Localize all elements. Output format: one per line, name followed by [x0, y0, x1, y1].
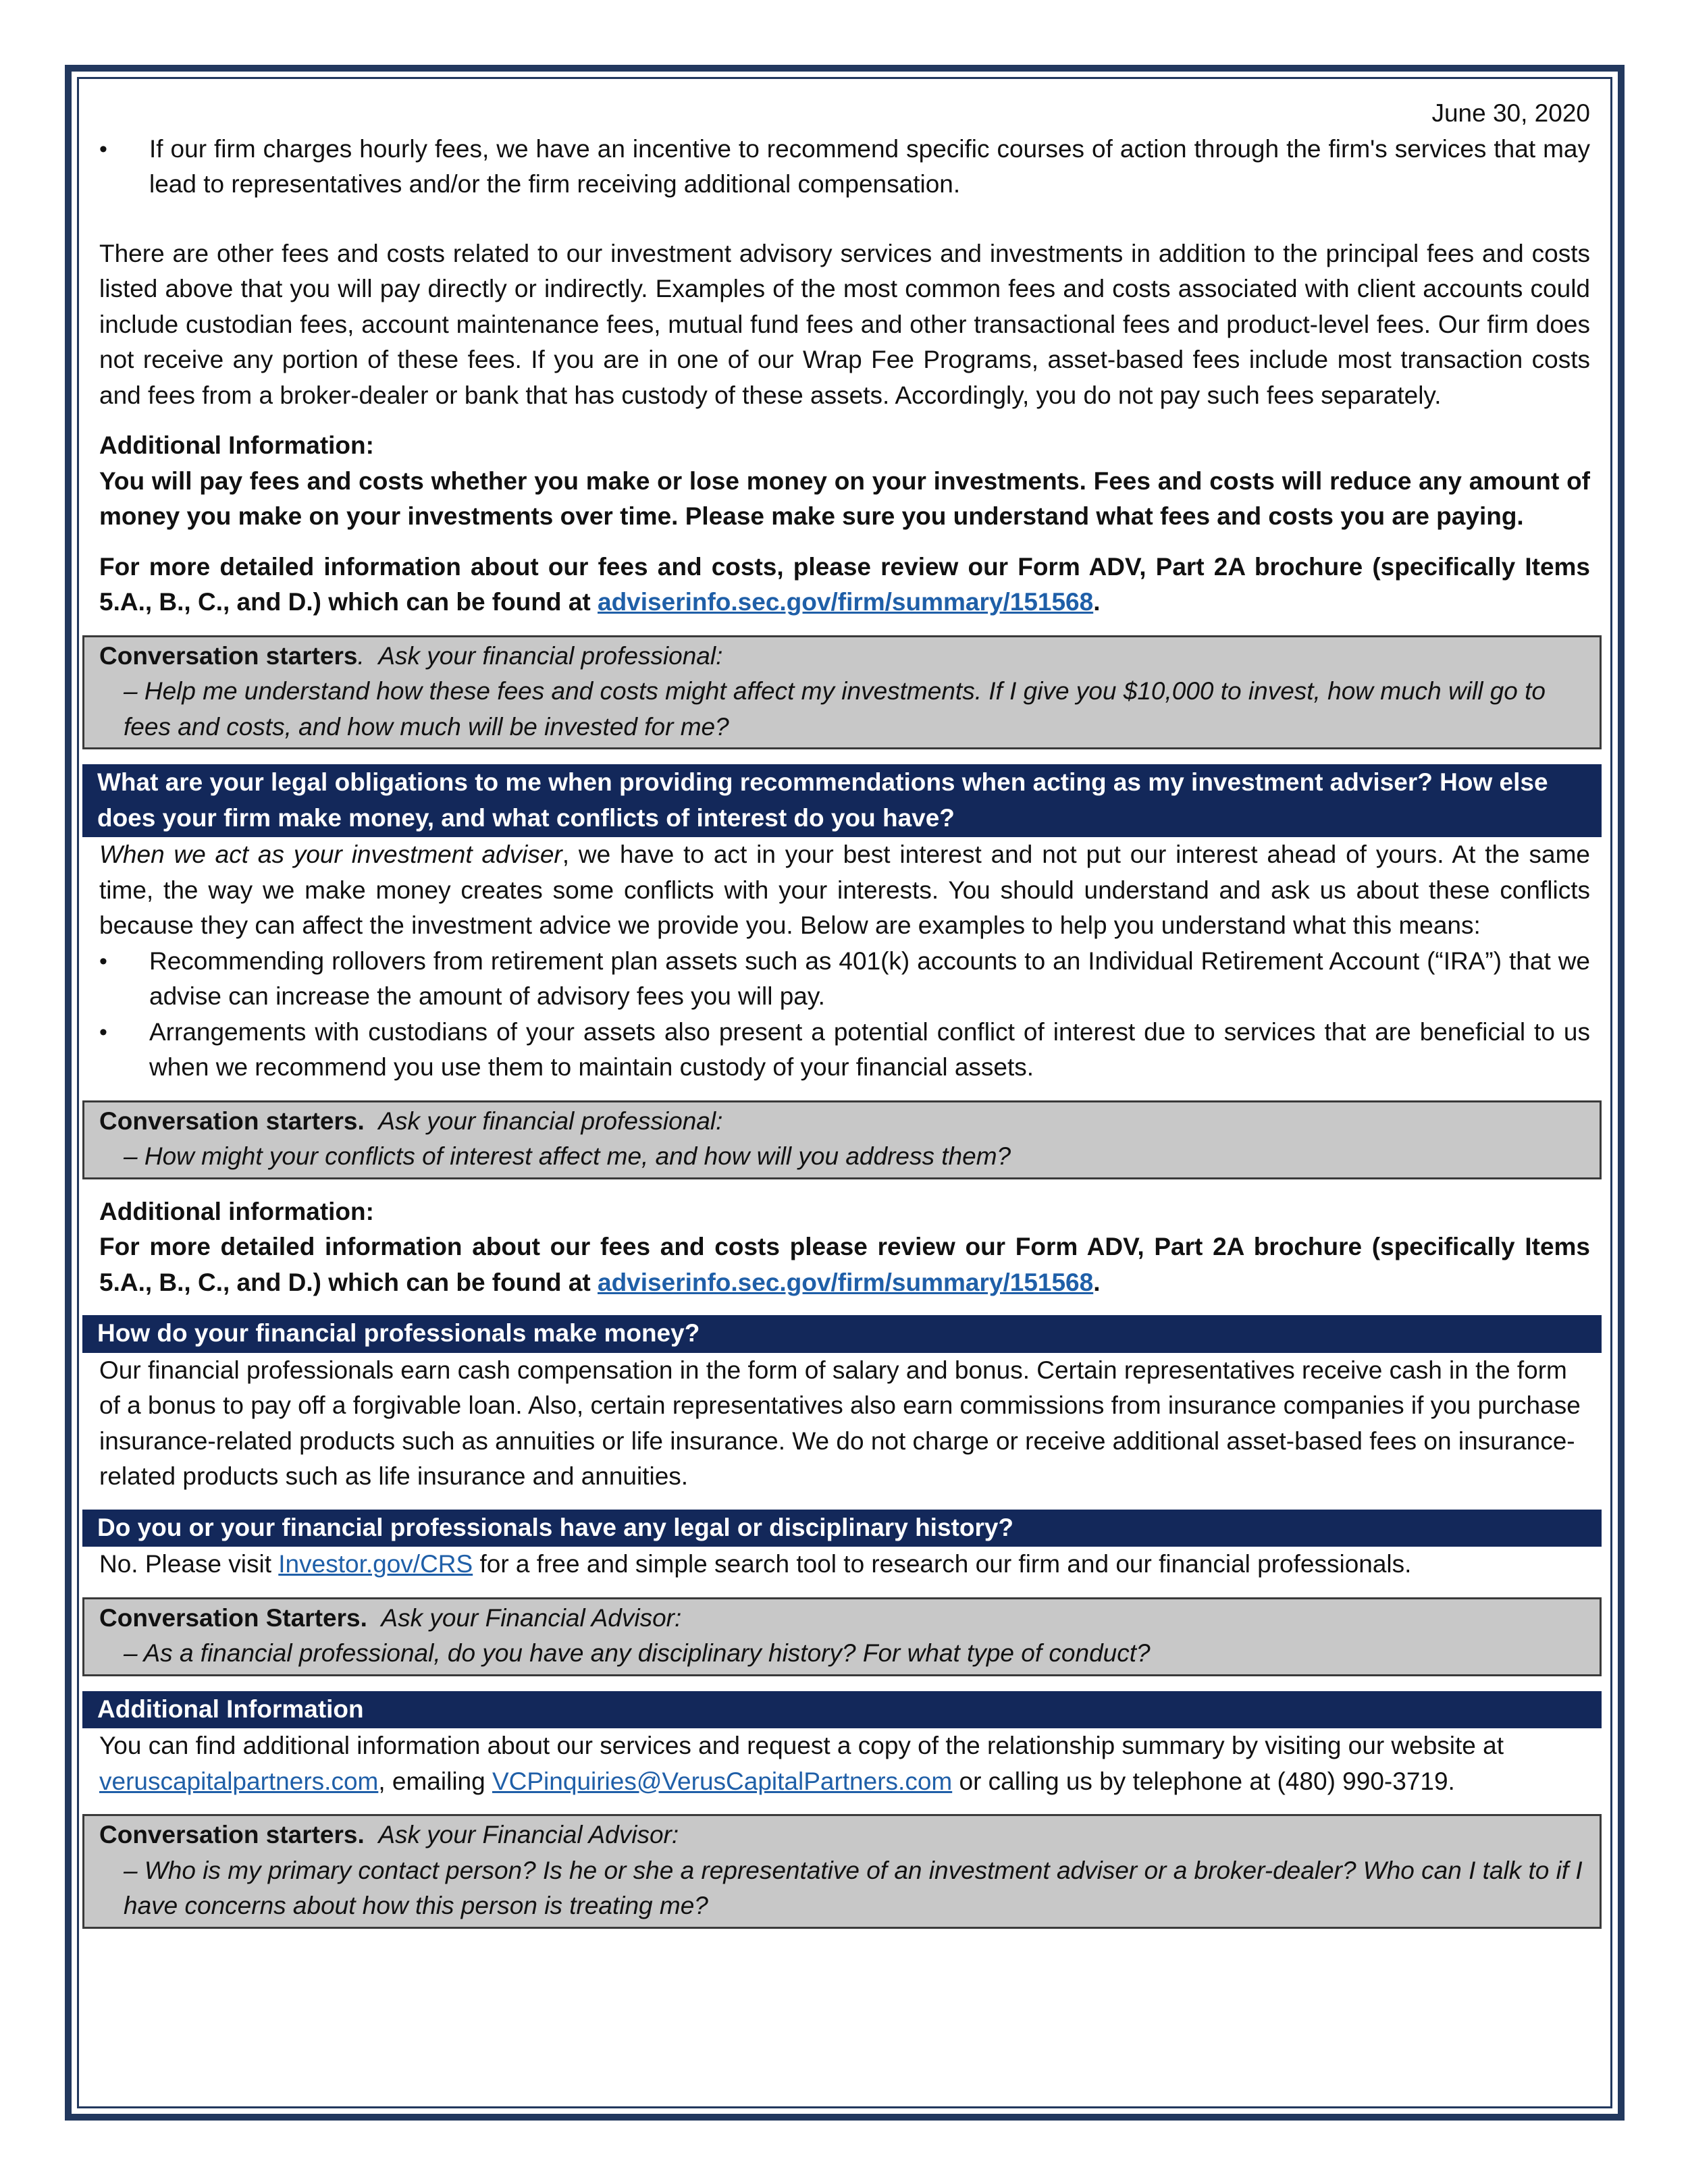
additional-information-paragraph: [99, 1728, 1590, 1799]
adviserinfo-link-2[interactable]: adviserinfo.sec.gov/firm/summary/151568: [598, 1268, 1094, 1296]
conversation-starters-line: [99, 1817, 1585, 1853]
rollover-bullet: • Recommending rollovers from retirement plan assets such as 401(k) accounts to an Individual Retirement Account (“IRA”) that we advise can increase the amount of advisory fees you will pay.: [99, 944, 1590, 1015]
legal-intro-paragraph: [99, 837, 1590, 944]
conversation-starters-title: Conversation Starters.: [99, 1603, 367, 1632]
conversation-starters-line: [99, 1601, 1585, 1636]
conversation-starters-box-conflicts: [82, 1100, 1602, 1179]
detailed-fees-paragraph-2: [99, 1229, 1590, 1300]
section-header-legal-obligations: What are your legal obligations to me when providing recommendations when acting as my investment adviser? How else does your firm make money, and what conflicts of interest do you have?: [82, 764, 1602, 837]
history-prefix: No. Please visit: [99, 1550, 279, 1578]
info-prefix: You can find additional information about our services and request a copy of the relationship summary by visiting our website at: [99, 1732, 1504, 1759]
additional-info-heading: Additional Information:: [99, 431, 374, 459]
additional-information-heading-2: Additional information:: [99, 1197, 374, 1225]
conversation-starters-title: Conversation starters.: [99, 1107, 365, 1135]
conflicts-bullet-list: [99, 944, 1590, 1086]
conversation-starters-box-contact: [82, 1814, 1602, 1929]
conversation-starters-box-fees: [82, 635, 1602, 750]
other-fees-paragraph: There are other fees and costs related to our investment advisory services and investments in addition to the principal fees and costs listed above that you will pay directly or indirectly. Examples of the most common fees and costs associated with client accounts could include custodian fees, account maintenance fees, mutual fund fees and other transactional fees and product-level fees. Our firm does not receive any portion of these fees. If you are in one of our Wrap Fee Programs, asset-based fees include most transaction costs and fees from a broker-dealer or bank that has custody of these assets. Accordingly, you do not pay such fees separately.: [99, 239, 1590, 409]
compensation-paragraph: Our financial professionals earn cash compensation in the form of salary and bonus. Certain representatives receive cash in the form of a bonus to pay off a forgivable loan. Also, certain representatives also earn commissions from insurance companies if you purchase insurance-related products such as annuities or life insurance. We do not charge or receive additional asset-based fees on insurance-related products such as life insurance and annuities.: [99, 1356, 1581, 1490]
website-link[interactable]: veruscapitalpartners.com: [99, 1767, 379, 1795]
info-suffix: or calling us by telephone at (480) 990-3719.: [952, 1767, 1455, 1795]
conversation-starters-box-history: [82, 1597, 1602, 1676]
conversation-question: – Help me understand how these fees and costs might affect my investments. If I give you $10,000 to invest, how much will go to fees and costs, and how much will be invested for me?: [124, 677, 1546, 741]
conversation-ask-label: Ask your financial professional:: [378, 1107, 723, 1135]
detailed-fees-paragraph: [99, 550, 1590, 620]
history-suffix: for a free and simple search tool to research our firm and our financial professionals.: [473, 1550, 1412, 1578]
section-header-additional-information: Additional Information: [82, 1691, 1602, 1729]
email-link[interactable]: VCPinquiries@VerusCapitalPartners.com: [492, 1767, 953, 1795]
conversation-question: – How might your conflicts of interest affect me, and how will you address them?: [124, 1142, 1011, 1170]
conversation-question: – As a financial professional, do you have any disciplinary history? For what type of conduct?: [124, 1639, 1151, 1667]
conversation-starters-title: Conversation starters: [99, 641, 358, 670]
fees-bullet-list: [99, 132, 1590, 203]
document-content: [99, 96, 1590, 1929]
fees-warning-text: You will pay fees and costs whether you make or lose money on your investments. Fees and costs will reduce any amount of money you make on your investments over time. Please make sure you understand what fees and costs you are paying.: [99, 467, 1590, 530]
detailed-fees-text: For more detailed information about our fees and costs, please review our Form ADV, Part 2A brochure (specifically Items 5.A., B., C., and D.) which can be found at: [99, 552, 1590, 616]
detailed-fees-suffix: .: [1093, 588, 1101, 616]
conversation-question: – Who is my primary contact person? Is he or she a representative of an investment adviser or a broker-dealer? Who can I talk to if I have concerns about how this person is treating me?: [124, 1856, 1583, 1919]
document-date: June 30, 2020: [1431, 99, 1590, 127]
conversation-starters-line: [99, 1104, 1585, 1140]
investor-gov-link[interactable]: Investor.gov/CRS: [278, 1550, 473, 1578]
legal-intro-italic: When we act as your investment adviser: [99, 841, 562, 868]
hourly-fees-bullet: • If our firm charges hourly fees, we have an incentive to recommend specific courses of action through the firm's services that may lead to representatives and/or the firm receiving additional compensation.: [99, 132, 1590, 203]
conversation-ask-label: Ask your Financial Advisor:: [381, 1603, 682, 1632]
history-paragraph: [99, 1547, 1590, 1582]
section-header-make-money: How do your financial professionals make money?: [82, 1315, 1602, 1353]
adviserinfo-link[interactable]: adviserinfo.sec.gov/firm/summary/151568: [598, 588, 1094, 616]
conversation-starters-title: Conversation starters.: [99, 1821, 365, 1848]
section-header-disciplinary-history: Do you or your financial professionals have any legal or disciplinary history?: [82, 1510, 1602, 1547]
detailed-fees-text-2: For more detailed information about our fees and costs please review our Form ADV, Part 2A brochure (specifically Items 5.A., B., C., and D.) which can be found at: [99, 1233, 1590, 1296]
detailed-fees-suffix-2: .: [1093, 1268, 1101, 1296]
info-middle: , emailing: [378, 1767, 492, 1795]
conversation-starters-line: [99, 639, 1585, 674]
conversation-ask-label: Ask your financial professional:: [378, 641, 723, 670]
legal-intro-rest: , we have to act in your best interest and not put our interest ahead of yours. At the same time, the way we make money creates some conflicts with your interests. You should understand and ask us about these conflicts because they can affect the investment advice we provide you. Below are examples to help you understand what this means:: [99, 841, 1590, 939]
conversation-ask-label: Ask your Financial Advisor:: [378, 1821, 679, 1848]
custodian-bullet: • Arrangements with custodians of your assets also present a potential conflict of interest due to services that are beneficial to us when we recommend you use them to maintain custody of your financial assets.: [99, 1015, 1590, 1086]
conversation-starters-punct: .: [357, 641, 365, 670]
